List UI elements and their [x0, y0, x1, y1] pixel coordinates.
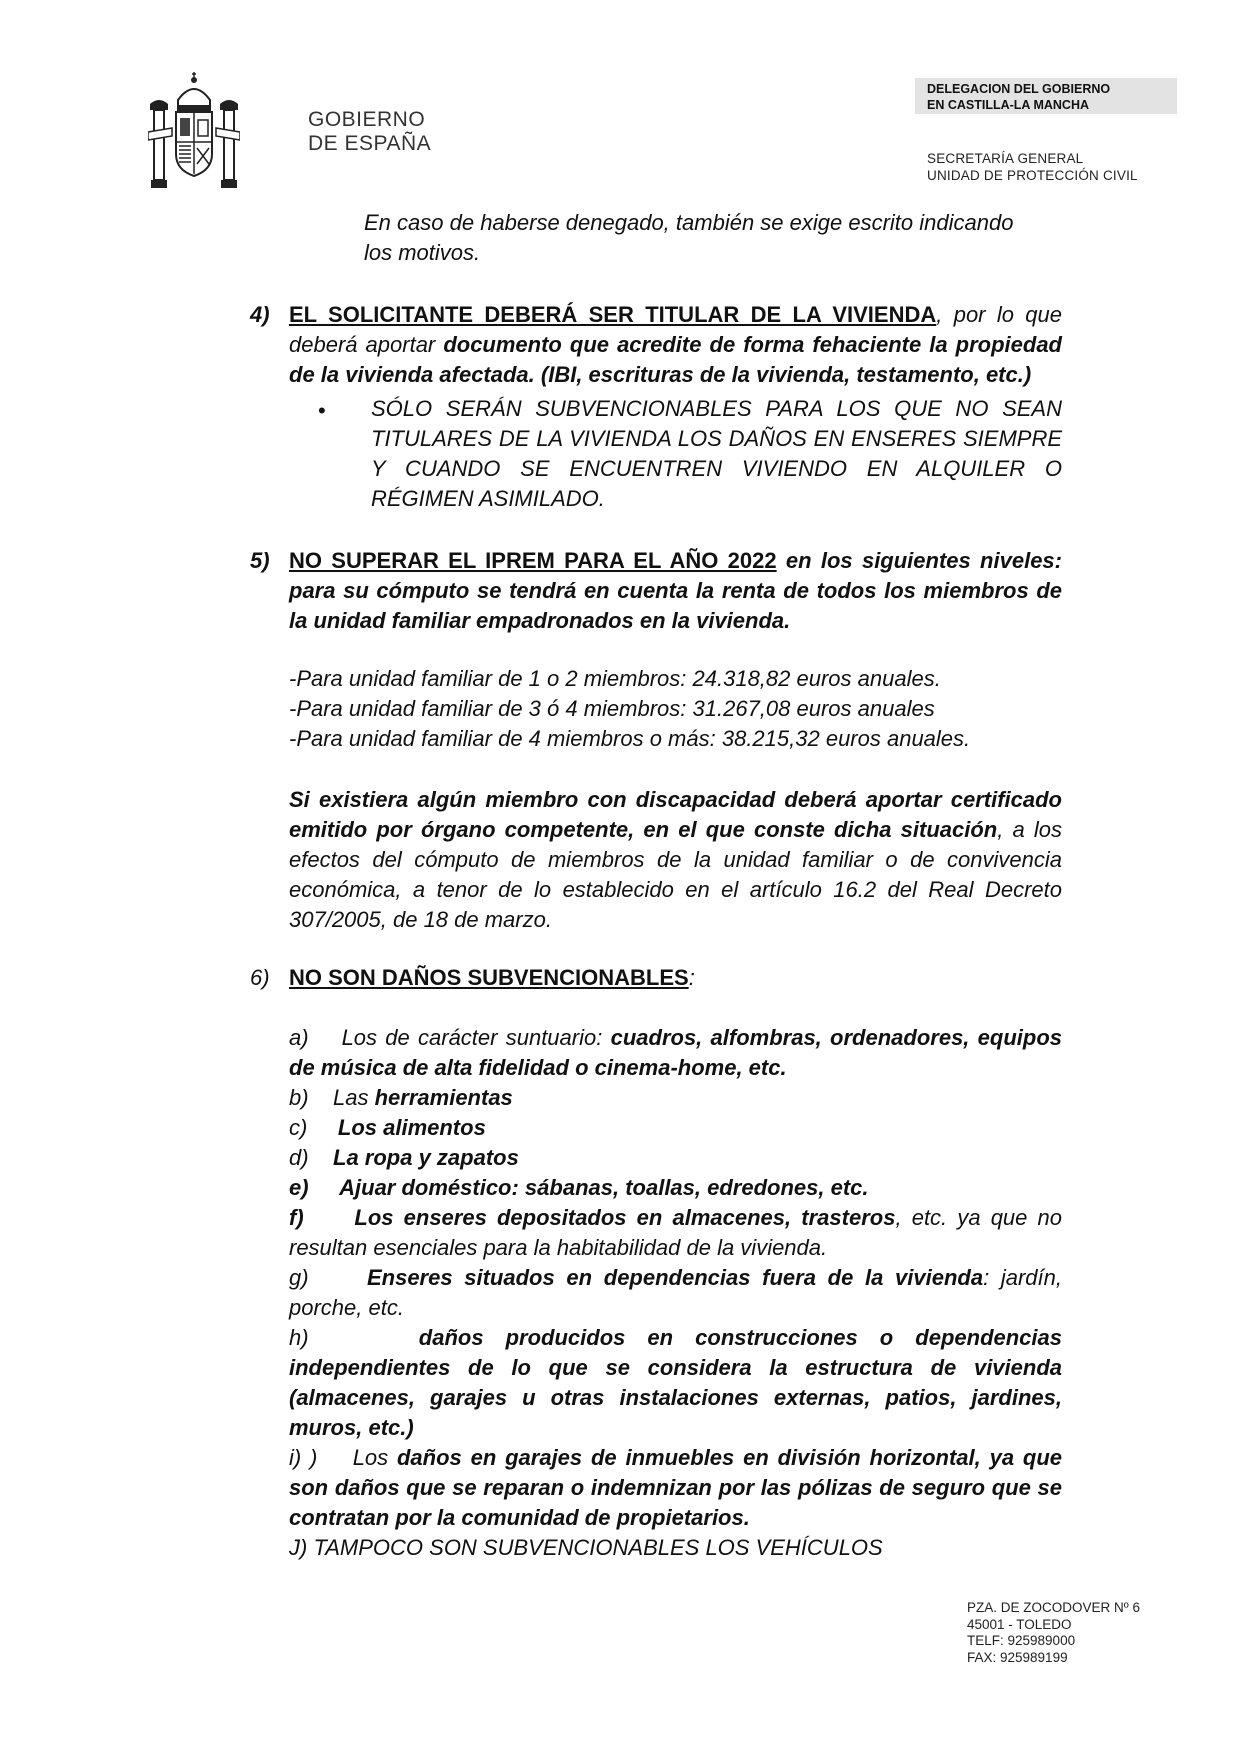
item-a-bold: cuadros, alfombras, ordenadores, equipos de música de alta fidelidad o cinema-home, etc. [289, 1025, 1062, 1080]
item-j: J) TAMPOCO SON SUBVENCIONABLES LOS VEHÍCULOS [289, 1535, 883, 1560]
item-c-mark: c) [289, 1115, 308, 1140]
item-a-plain: Los de carácter suntuario: [341, 1025, 611, 1050]
item-g-mark: g) [289, 1265, 309, 1290]
iprem-level-list [289, 664, 970, 754]
section-4-number: 4) [250, 302, 270, 327]
footer-line-2: 45001 - TOLEDO [967, 1616, 1072, 1632]
intro-paragraph [364, 208, 1064, 268]
item-e [289, 1173, 869, 1203]
intro-line-2: los motivos. [364, 240, 481, 265]
gov-line-1: GOBIERNO [308, 108, 426, 131]
delegation-line-2: EN CASTILLA-LA MANCHA [927, 98, 1090, 112]
footer-line-4: FAX: 925989199 [967, 1649, 1068, 1665]
item-i-bold: daños en garajes de inmuebles en división horizontal, ya que son daños que se reparan o indemnizan por las pólizas de seguro que se contratan por la comunidad de propietarios. [289, 1445, 1062, 1530]
section-6-colon: : [688, 965, 695, 990]
item-c [289, 1113, 486, 1143]
item-g-plain: : jardín, porche, etc. [289, 1265, 1062, 1320]
item-g [289, 1263, 1062, 1323]
item-h-mark: h) [289, 1325, 309, 1350]
item-a [289, 1023, 1062, 1083]
item-c-bold: Los alimentos [337, 1115, 486, 1140]
footer-address [967, 1600, 1140, 1666]
iprem-level-2: -Para unidad familiar de 3 ó 4 miembros: 31.267,08 euros anuales [289, 696, 935, 721]
section-6-number: 6) [250, 965, 270, 990]
item-b-plain: Las [333, 1085, 375, 1110]
section-4-bullet-marker: • [318, 398, 326, 423]
delegation-box [915, 78, 1177, 114]
item-h-bold: daños producidos en construcciones o dependencias independientes de lo que se considera la estructura de vivienda (almacenes, garajes u otras instalaciones externas, patios, jardines, muros, etc.) [289, 1325, 1062, 1440]
item-b [289, 1083, 513, 1113]
item-b-bold: herramientas [374, 1085, 513, 1110]
disability-rest: , a los efectos del cómputo de miembros de la unidad familiar o de convivencia económica, a tenor de lo establecido en el artículo 16.2 del Real Decreto 307/2005, de 18 de marzo. [289, 817, 1062, 932]
section-5-paragraph [289, 546, 1062, 636]
item-i-mark: i) ) [289, 1445, 318, 1470]
disability-bold: Si existiera algún miembro con discapacidad deberá aportar certificado emitido por órgano competente, en el que conste dicha situación [289, 787, 1062, 842]
item-d-bold: La ropa y zapatos [333, 1145, 519, 1170]
item-i-plain: Los [352, 1445, 397, 1470]
section-5-title: NO SUPERAR EL IPREM PARA EL AÑO 2022 [289, 548, 777, 573]
iprem-level-3: -Para unidad familiar de 4 miembros o más: 38.215,32 euros anuales. [289, 726, 971, 751]
section-4-bullet-text: SÓLO SERÁN SUBVENCIONABLES PARA LOS QUE NO SEAN TITULARES DE LA VIVIENDA LOS DAÑOS EN ENSERES SIEMPRE Y CUANDO SE ENCUENTREN VIVIENDO EN ALQUILER O RÉGIMEN ASIMILADO. [371, 396, 1062, 511]
section-6-heading [289, 963, 695, 993]
iprem-level-1: -Para unidad familiar de 1 o 2 miembros: 24.318,82 euros anuales. [289, 666, 941, 691]
delegation-line-1: DELEGACION DEL GOBIERNO [927, 82, 1111, 96]
intro-line-1: En caso de haberse denegado, también se exige escrito indicando [364, 210, 1014, 235]
item-f-mark: f) [289, 1205, 304, 1230]
item-i [289, 1443, 1062, 1533]
coat-of-arms-logo [148, 70, 240, 198]
item-f-plain: , etc. ya que no resultan esenciales para la habitabilidad de la vivienda. [289, 1205, 1063, 1260]
section-4-title: EL SOLICITANTE DEBERÁ SER TITULAR DE LA VIVIENDA [289, 302, 937, 327]
item-e-bold: Ajuar doméstico: sábanas, toallas, edredones, etc. [339, 1175, 869, 1200]
item-b-mark: b) [289, 1085, 309, 1110]
item-g-bold: Enseres situados en dependencias fuera de la vivienda [366, 1265, 984, 1290]
secretaria-line-1: SECRETARÍA GENERAL [927, 151, 1084, 166]
item-e-mark: e) [289, 1175, 309, 1200]
footer-line-1: PZA. DE ZOCODOVER Nº 6 [967, 1600, 1140, 1615]
gov-line-2: DE ESPAÑA [308, 132, 432, 155]
section-5-number: 5) [250, 548, 270, 573]
section-5-text: en los siguientes niveles: para su cómputo se tendrá en cuenta la renta de todos los miembros de la unidad familiar empadronados en la vivienda. [289, 548, 1062, 633]
item-d [289, 1143, 519, 1173]
item-f [289, 1203, 1062, 1263]
department-label [927, 150, 1138, 184]
item-f-bold: Los enseres depositados en almacenes, trasteros [354, 1205, 896, 1230]
disability-paragraph [289, 785, 1062, 935]
item-h [289, 1323, 1062, 1443]
government-name [308, 108, 431, 156]
section-4-text-a: , por lo que deberá aportar [289, 302, 1062, 357]
section-4-text-b: documento que acredite de forma fehaciente la propiedad de la vivienda afectada. (IBI, escrituras de la vivienda, testamento, etc.) [289, 332, 1062, 387]
section-4-paragraph [289, 300, 1062, 390]
section-6-title: NO SON DAÑOS SUBVENCIONABLES [289, 965, 689, 990]
secretaria-line-2: UNIDAD DE PROTECCIÓN CIVIL [927, 168, 1138, 183]
item-d-mark: d) [289, 1145, 309, 1170]
item-a-mark: a) [289, 1025, 309, 1050]
footer-line-3: TELF: 925989000 [967, 1633, 1076, 1648]
